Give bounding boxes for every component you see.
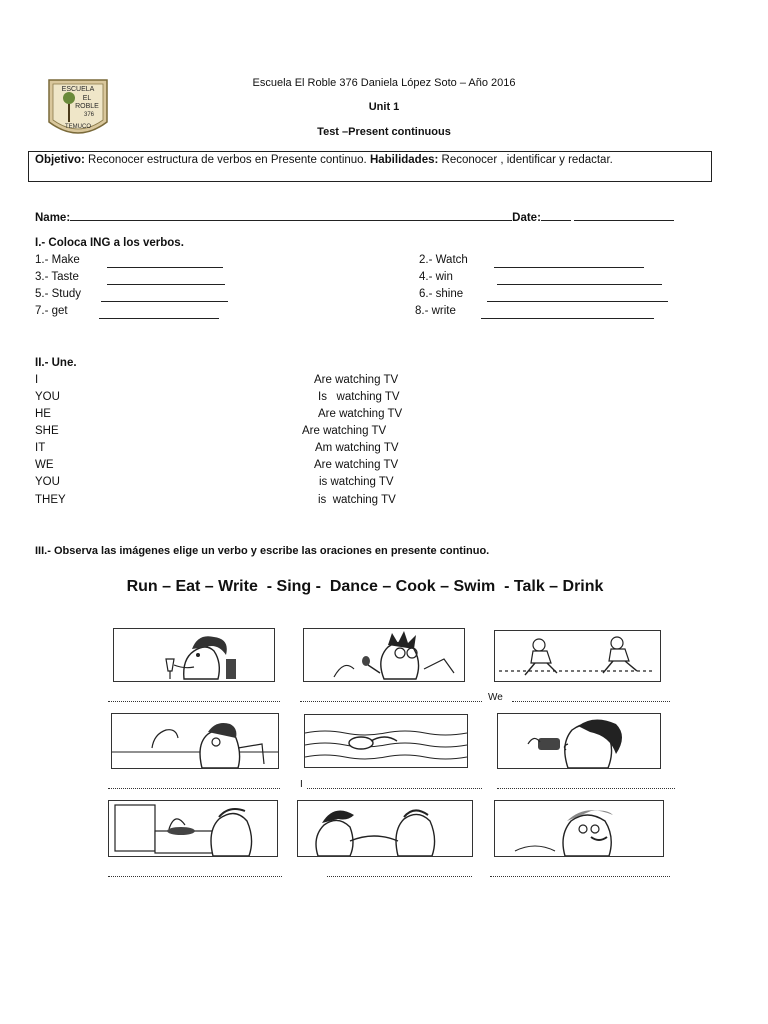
picture-dance xyxy=(297,800,473,857)
answer-dots[interactable] xyxy=(108,700,280,702)
section3-title: III.- Observa las imágenes elige un verbo y escribe las oraciones en presente continuo. xyxy=(35,545,490,557)
picture-drink xyxy=(113,628,275,682)
answer-dots[interactable] xyxy=(307,787,482,789)
name-field[interactable] xyxy=(70,210,512,221)
answer-dots[interactable] xyxy=(108,875,282,877)
answer-line[interactable] xyxy=(487,291,668,302)
prompt-we: We xyxy=(488,692,503,703)
pronoun-7[interactable]: YOU xyxy=(35,476,60,488)
logo-text-5: TEMUCO xyxy=(65,124,91,130)
verb-label: 7.- get xyxy=(35,305,68,317)
verb-item-6 xyxy=(419,288,463,300)
verb-list: Run – Eat – Write - Sing - Dance – Cook – Swim - Talk – Drink xyxy=(126,578,604,595)
answer-line[interactable] xyxy=(107,257,223,268)
pronoun-6[interactable]: WE xyxy=(35,459,54,471)
phrase-2[interactable]: Is watching TV xyxy=(318,391,400,403)
name-label: Name: xyxy=(35,212,71,224)
name-date-row xyxy=(35,210,695,224)
verb-label: 4.- win xyxy=(419,271,453,283)
verb-item-4 xyxy=(419,271,453,283)
skills-label: Habilidades: xyxy=(369,154,439,166)
prompt-i: I xyxy=(300,779,303,790)
phrase-1[interactable]: Are watching TV xyxy=(314,374,399,386)
objective-box xyxy=(28,151,712,182)
pronoun-5[interactable]: IT xyxy=(35,442,46,454)
answer-dots[interactable] xyxy=(300,700,482,702)
answer-dots[interactable] xyxy=(512,700,670,702)
section1-title: I.- Coloca ING a los verbos. xyxy=(35,237,184,249)
answer-line[interactable] xyxy=(481,308,654,319)
verb-item-5 xyxy=(35,288,81,300)
logo-text-2: EL xyxy=(82,95,92,102)
date-field-day[interactable] xyxy=(541,210,571,221)
verb-label: 1.- Make xyxy=(35,254,80,266)
picture-sing xyxy=(303,628,465,682)
phrase-7[interactable]: is watching TV xyxy=(319,476,394,488)
answer-line[interactable] xyxy=(107,274,225,285)
phrase-6[interactable]: Are watching TV xyxy=(314,459,399,471)
answer-line[interactable] xyxy=(99,308,219,319)
test-title: Test –Present continuous xyxy=(317,126,451,138)
pronoun-8[interactable]: THEY xyxy=(35,494,66,506)
verb-item-1 xyxy=(35,254,80,266)
phrase-4[interactable]: Are watching TV xyxy=(302,425,387,437)
answer-dots[interactable] xyxy=(327,875,472,877)
phrase-5[interactable]: Am watching TV xyxy=(315,442,399,454)
verb-label: 5.- Study xyxy=(35,288,82,300)
logo-text-1: ESCUELA xyxy=(61,86,95,93)
verb-label: 2.- Watch xyxy=(419,254,468,266)
pronoun-2[interactable]: YOU xyxy=(35,391,60,403)
picture-write xyxy=(494,800,664,857)
objective-text: Reconocer estructura de verbos en Presente continuo. xyxy=(84,154,370,166)
pronoun-1[interactable]: I xyxy=(35,374,39,386)
objective-label: Objetivo: xyxy=(35,154,85,166)
picture-cook xyxy=(108,800,278,857)
verb-label: 3.- Taste xyxy=(35,271,79,283)
logo-text-3: ROBLE xyxy=(75,103,99,110)
verb-label: 8.- write xyxy=(415,305,456,317)
picture-eat xyxy=(111,713,279,769)
picture-swim xyxy=(304,714,468,768)
answer-line[interactable] xyxy=(101,291,228,302)
phrase-3[interactable]: Are watching TV xyxy=(318,408,403,420)
pronoun-3[interactable]: HE xyxy=(35,408,51,420)
verb-item-3 xyxy=(35,271,79,283)
picture-run xyxy=(494,630,661,682)
picture-talk xyxy=(497,713,661,769)
answer-dots[interactable] xyxy=(497,787,675,789)
answer-line[interactable] xyxy=(494,257,644,268)
answer-line[interactable] xyxy=(497,274,662,285)
phrase-8[interactable]: is watching TV xyxy=(318,494,396,506)
verb-item-8 xyxy=(415,305,456,317)
skills-text: Reconocer , identificar y redactar. xyxy=(438,154,613,166)
date-field-rest[interactable] xyxy=(574,210,674,221)
logo-text-4: 376 xyxy=(83,112,95,118)
verb-item-7 xyxy=(35,305,68,317)
unit-title: Unit 1 xyxy=(368,101,400,113)
pronoun-4[interactable]: SHE xyxy=(35,425,59,437)
section2-title: II.- Une. xyxy=(35,357,77,369)
verb-label: 6.- shine xyxy=(419,288,464,300)
verb-item-2 xyxy=(419,254,468,266)
date-label: Date: xyxy=(512,212,541,224)
school-line: Escuela El Roble 376 Daniela López Soto – Año 2016 xyxy=(252,77,516,89)
answer-dots[interactable] xyxy=(490,875,670,877)
answer-dots[interactable] xyxy=(108,787,280,789)
